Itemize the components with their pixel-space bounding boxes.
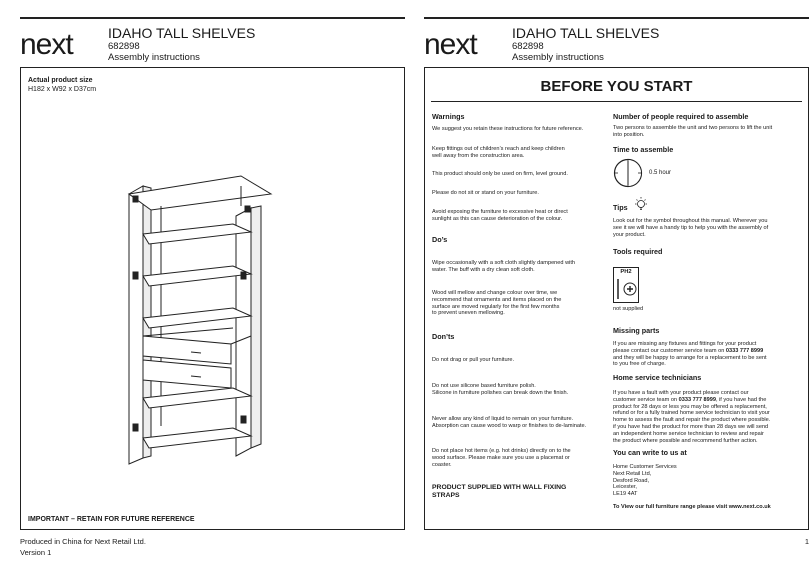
- donts-item: Do not drag or pull your furniture.: [432, 357, 515, 363]
- header-rule: [20, 17, 405, 19]
- footer-version: Version 1: [20, 548, 52, 557]
- before-you-start-frame: [424, 67, 809, 530]
- doc-subtitle: Assembly instructions: [512, 52, 604, 63]
- time-value: 0.5 hour: [649, 170, 672, 176]
- doc-subtitle: Assembly instructions: [108, 52, 200, 63]
- footer-producer: Produced in China for Next Retail Ltd.: [20, 537, 146, 546]
- tips-heading: Tips: [613, 203, 628, 212]
- screwdriver-icon: [615, 277, 639, 301]
- important-notice: IMPORTANT – RETAIN FOR FUTURE REFERENCE: [28, 516, 195, 523]
- size-heading: Actual product size: [28, 77, 93, 84]
- home-text-post: , if you have had the product for 28 days or less you may be offered a replacement, refund or for a fully trained home service technician to visit your home to assess the fault and repair the product where possible. if you have had the product for more than 28 days we will send an independent home service technician to review and repair the product where possible and recommend further action.: [613, 396, 771, 444]
- brand-logo: next: [20, 28, 73, 61]
- dos-item: Wood will mellow and change colour over time, we recommend that ornaments and items placed on the surface are moved regularly for the first few months to prevent uneven mellowing.: [432, 290, 562, 317]
- size-value: H182 x W92 x D37cm: [28, 86, 97, 93]
- dos-item: Wipe occasionally with a soft cloth slightly dampened with water. The buff with a dry clean soft cloth.: [432, 260, 576, 273]
- product-title: IDAHO TALL SHELVES: [108, 25, 256, 41]
- right-page: [424, 0, 809, 564]
- missing-phone: 0333 777 8999: [725, 347, 764, 354]
- product-frame: [20, 67, 405, 530]
- shelves-illustration: [121, 176, 271, 466]
- clock-icon: [613, 158, 643, 188]
- warning-item: Please do not sit or stand on your furniture.: [432, 190, 539, 196]
- tool-box: [613, 267, 639, 303]
- home-phone: 0333 777 8999: [678, 396, 716, 403]
- warnings-heading: Warnings: [432, 112, 465, 121]
- address: Home Customer Services Next Retail Ltd, Desford Road, Leicester, LE19 4AT: [613, 464, 677, 498]
- missing-heading: Missing parts: [613, 326, 660, 335]
- tips-text: Look out for the symbol throughout this manual. Wherever you see it we will have a handy tip to help you with the assembly of your product.: [613, 218, 769, 238]
- people-heading: Number of people required to assemble: [613, 112, 749, 121]
- donts-heading: Don’ts: [432, 332, 455, 341]
- product-title: IDAHO TALL SHELVES: [512, 25, 660, 41]
- header-rule: [424, 17, 809, 19]
- missing-text: [613, 341, 803, 368]
- write-heading: You can write to us at: [613, 448, 687, 457]
- warning-item: We suggest you retain these instructions for future reference.: [432, 126, 584, 132]
- donts-item: Never allow any kind of liquid to remain on your furniture. Absorption can cause wood to warp or finishes to de-laminate.: [432, 416, 587, 429]
- lightbulb-icon: [633, 196, 649, 214]
- home-service-heading: Home service technicians: [613, 373, 702, 382]
- dos-heading: Do’s: [432, 235, 448, 244]
- wall-fixing-note: PRODUCT SUPPLIED WITH WALL FIXING STRAPS: [432, 484, 567, 499]
- missing-text-post: and they will be happy to arrange for a replacement to be sent to you free of charge.: [613, 354, 767, 368]
- tools-heading: Tools required: [613, 247, 663, 256]
- warning-item: This product should only be used on firm, level ground.: [432, 171, 568, 177]
- section-heading: BEFORE YOU START: [540, 78, 693, 95]
- heading-rule: [431, 101, 802, 102]
- donts-item: Do not place hot items (e.g. hot drinks) directly on to the wood surface. Please make sure you use a placemat or coaster.: [432, 448, 571, 468]
- people-text: Two persons to assemble the unit and two persons to lift the unit into position.: [613, 125, 773, 138]
- product-code: 682898: [108, 41, 140, 52]
- donts-item: Do not use silicone based furniture polish. Silicone in furniture polishes can break down the finish.: [432, 383, 569, 396]
- tool-label: PH2: [620, 269, 632, 275]
- left-page: [20, 0, 405, 564]
- warning-item: Keep fittings out of children’s reach and keep children well away from the construction area.: [432, 146, 565, 159]
- warning-item: Avoid exposing the furniture to excessive heat or direct sunlight as this can cause deterioration of the colour.: [432, 209, 568, 222]
- time-heading: Time to assemble: [613, 145, 674, 154]
- product-code: 682898: [512, 41, 544, 52]
- home-text-pre: If you have a fault with your product please contact our customer service team on: [613, 390, 749, 403]
- website-note: To View our full furniture range please visit www.next.co.uk: [613, 504, 771, 510]
- missing-text-pre: If you are missing any fixtures and fittings for your product please contact our customer service team on: [613, 341, 757, 354]
- tool-note: not supplied: [613, 306, 644, 312]
- home-service-text: [613, 390, 808, 444]
- page-number: 1: [804, 537, 809, 546]
- brand-logo: next: [424, 28, 477, 61]
